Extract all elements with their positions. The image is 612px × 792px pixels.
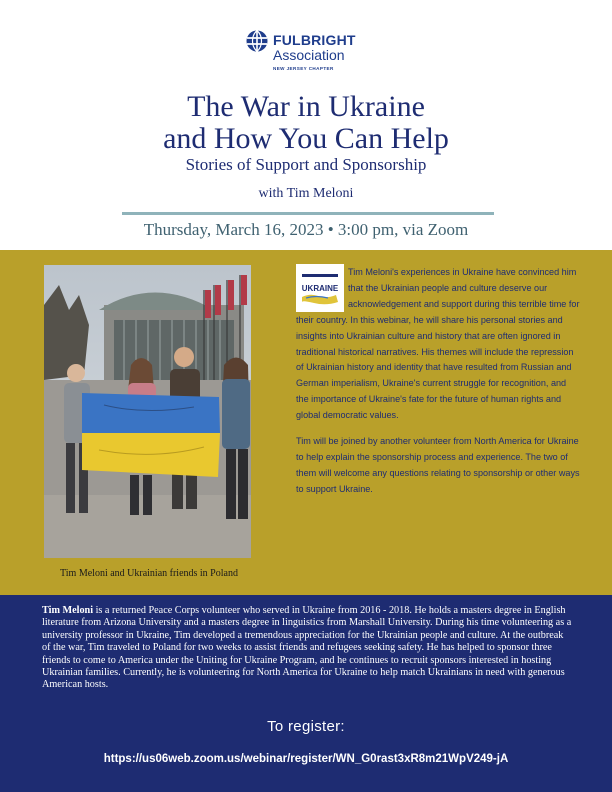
logo-association: Association: [273, 47, 345, 63]
registration-link[interactable]: https://us06web.zoom.us/webinar/register/WN_G0rast3xR8m21WpV249-jA: [103, 753, 509, 765]
divider: [122, 212, 494, 215]
photo-illustration: [44, 265, 251, 558]
description-paragraph-1-text: Tim Meloni's experiences in Ukraine have convinced him that the Ukrainian people and culture deserve our acknowledgement and support during this terrible time for their country. In this webinar, he will share his personal stories and insights into Ukrainian culture and history that are often ignored in traditional historical narratives. His themes will include the repression of Ukrainian history and identity that have resulted from Russian and German imperialism, Ukraine's current struggle for recognition, and the importance of Ukraine's fate for the future of human rights and global democratic values.: [296, 267, 580, 421]
group-photo: [44, 265, 251, 558]
bio-text: is a returned Peace Corps volunteer who served in Ukraine from 2016 - 2018. He holds a masters degree in English literature from Arizona University and a masters degree in linguistics from Marshall University. During his time volunteering as a university professor in Ukraine, Tim developed a tremendous appreciation for the Ukrainian people and culture. At the outbreak of the war, Tim traveled to Poland for two weeks to assist friends and refugees seeking safety. He has helped to sponsor three friends to come to America under the Uniting for Ukraine Program, and he continues to recruit sponsors interested in hosting Ukrainian families. Currently, he is volunteering for North America for Ukraine to help match Ukrainians in need with generous American hosts.: [42, 605, 572, 691]
description-paragraph-2: Tim will be joined by another volunteer from North America for Ukraine to help explain the sponsorship process and experience. The two of them will welcome any questions relating to sponsorship or other ways to support Ukraine.: [296, 436, 580, 494]
logo-chapter: NEW JERSEY CHAPTER: [273, 66, 334, 71]
speaker-bio: [42, 605, 572, 692]
register-label: To register:: [267, 718, 345, 735]
event-time: 3:00 pm, via Zoom: [337, 220, 469, 239]
description-paragraph-1: [296, 265, 580, 424]
badge-spacer: [296, 265, 348, 312]
event-title-line-2: and How You Can Help: [163, 122, 449, 155]
event-date-time: [0, 220, 612, 240]
event-description: [296, 265, 580, 498]
logo-name: FULBRIGHT: [273, 32, 356, 48]
bullet-separator: •: [327, 220, 338, 239]
photo-caption: Tim Meloni and Ukrainian friends in Poland: [60, 568, 238, 579]
fulbright-logo: [246, 30, 376, 80]
flyer-header: [0, 0, 612, 250]
event-title-line-1: The War in Ukraine: [187, 90, 425, 123]
event-speaker: with Tim Meloni: [258, 186, 354, 201]
bio-name: Tim Meloni: [42, 605, 94, 616]
event-subtitle: Stories of Support and Sponsorship: [185, 155, 427, 174]
badge-label: UKRAINE: [301, 284, 339, 293]
globe-icon: [246, 30, 268, 52]
event-date: Thursday, March 16, 2023: [143, 220, 324, 239]
